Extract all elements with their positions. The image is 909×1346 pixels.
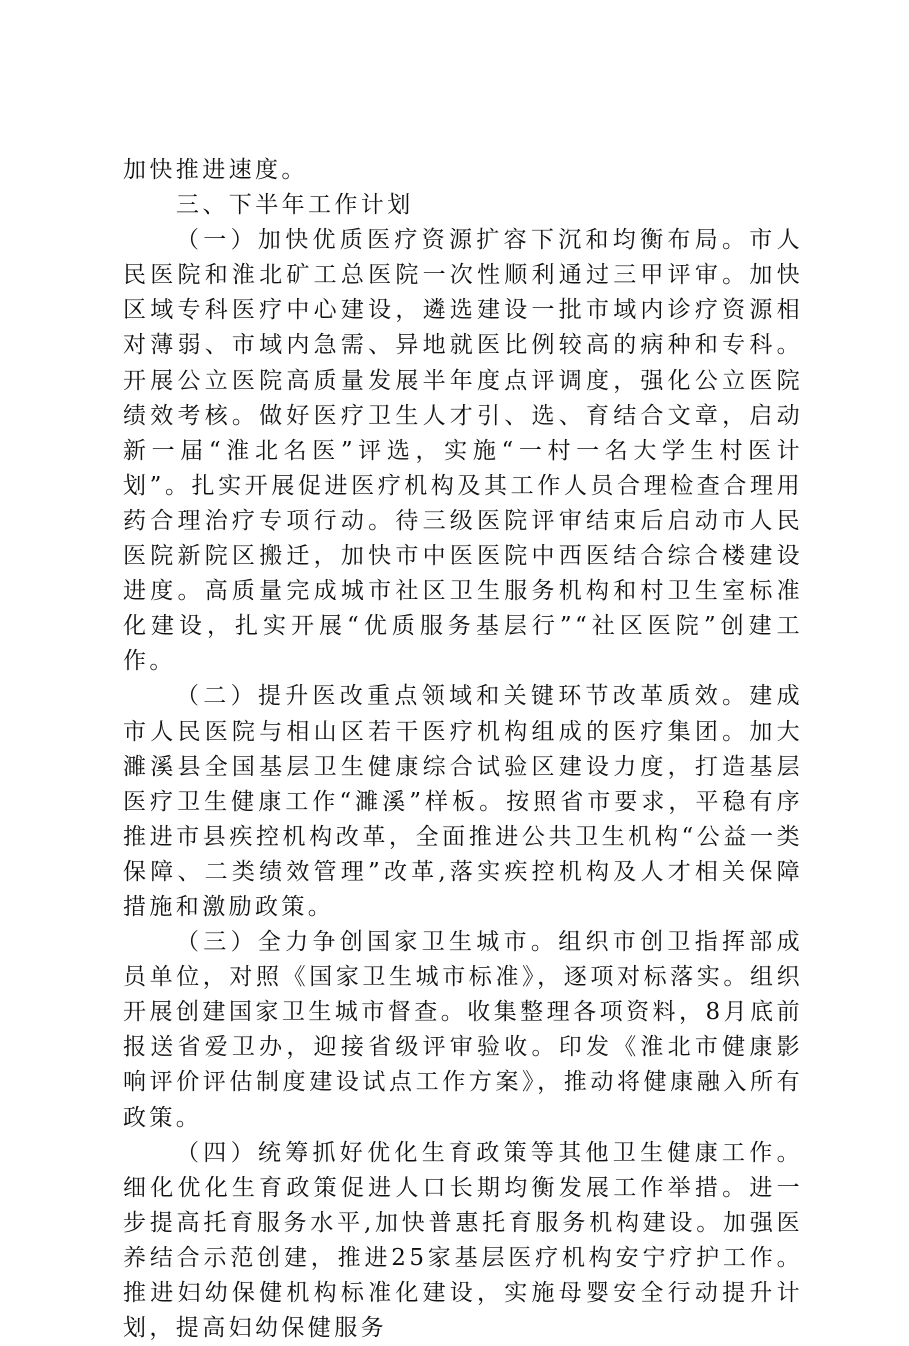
section-heading: 三、下半年工作计划 [176, 192, 414, 219]
paragraph-continuation: 加快推进速度。 [123, 157, 308, 183]
paragraph-item-4: （四）统筹抓好优化生育政策等其他卫生健康工作。细化优化生育政策促进人口长期均衡发展工作举措。进一步提高托育服务水平,加快普惠托育服务机构建设。加强医养结合示范创建，推进25家基层医疗机构安宁疗护工作。推进妇幼保健机构标准化建设，实施母婴安全行动提升计划，提高妇幼保健服务 [123, 1139, 803, 1342]
paragraph-item-2: （二）提升医改重点领域和关键环节改革质效。建成市人民医院与相山区若干医疗机构组成的医疗集团。加大濉溪县全国基层卫生健康综合试验区建设力度，打造基层医疗卫生健康工作“濉溪”样板。按照省市要求，平稳有序推进市县疾控机构改革，全面推进公共卫生机构“公益一类保障、二类绩效管理”改革,落实疾控机构及人才相关保障措施和激励政策。 [123, 683, 803, 920]
paragraph-item-1: （一）加快优质医疗资源扩容下沉和均衡布局。市人民医院和淮北矿工总医院一次性顺利通过三甲评审。加快区域专科医疗中心建设，遴选建设一批市域内诊疗资源相对薄弱、市域内急需、异地就医比例较高的病种和专科。开展公立医院高质量发展半年度点评调度，强化公立医院绩效考核。做好医疗卫生人才引、选、育结合文章，启动新一届“淮北名医”评选，实施“一村一名大学生村医计划”。扎实开展促进医疗机构及其工作人员合理检查合理用药合理治疗专项行动。待三级医院评审结束后启动市人民医院新院区搬迁，加快市中医医院中西医结合综合楼建设进度。高质量完成城市社区卫生服务机构和村卫生室标准化建设，扎实开展“优质服务基层行”“社区医院”创建工作。 [123, 227, 803, 675]
paragraph-item-3: （三）全力争创国家卫生城市。组织市创卫指挥部成员单位，对照《国家卫生城市标准》，逐项对标落实。组织开展创建国家卫生城市督查。收集整理各项资料，8月底前报送省爱卫办，迎接省级评审验收。印发《淮北市健康影响评价评估制度建设试点工作方案》，推动将健康融入所有政策。 [123, 929, 803, 1131]
document-body [123, 153, 803, 1346]
